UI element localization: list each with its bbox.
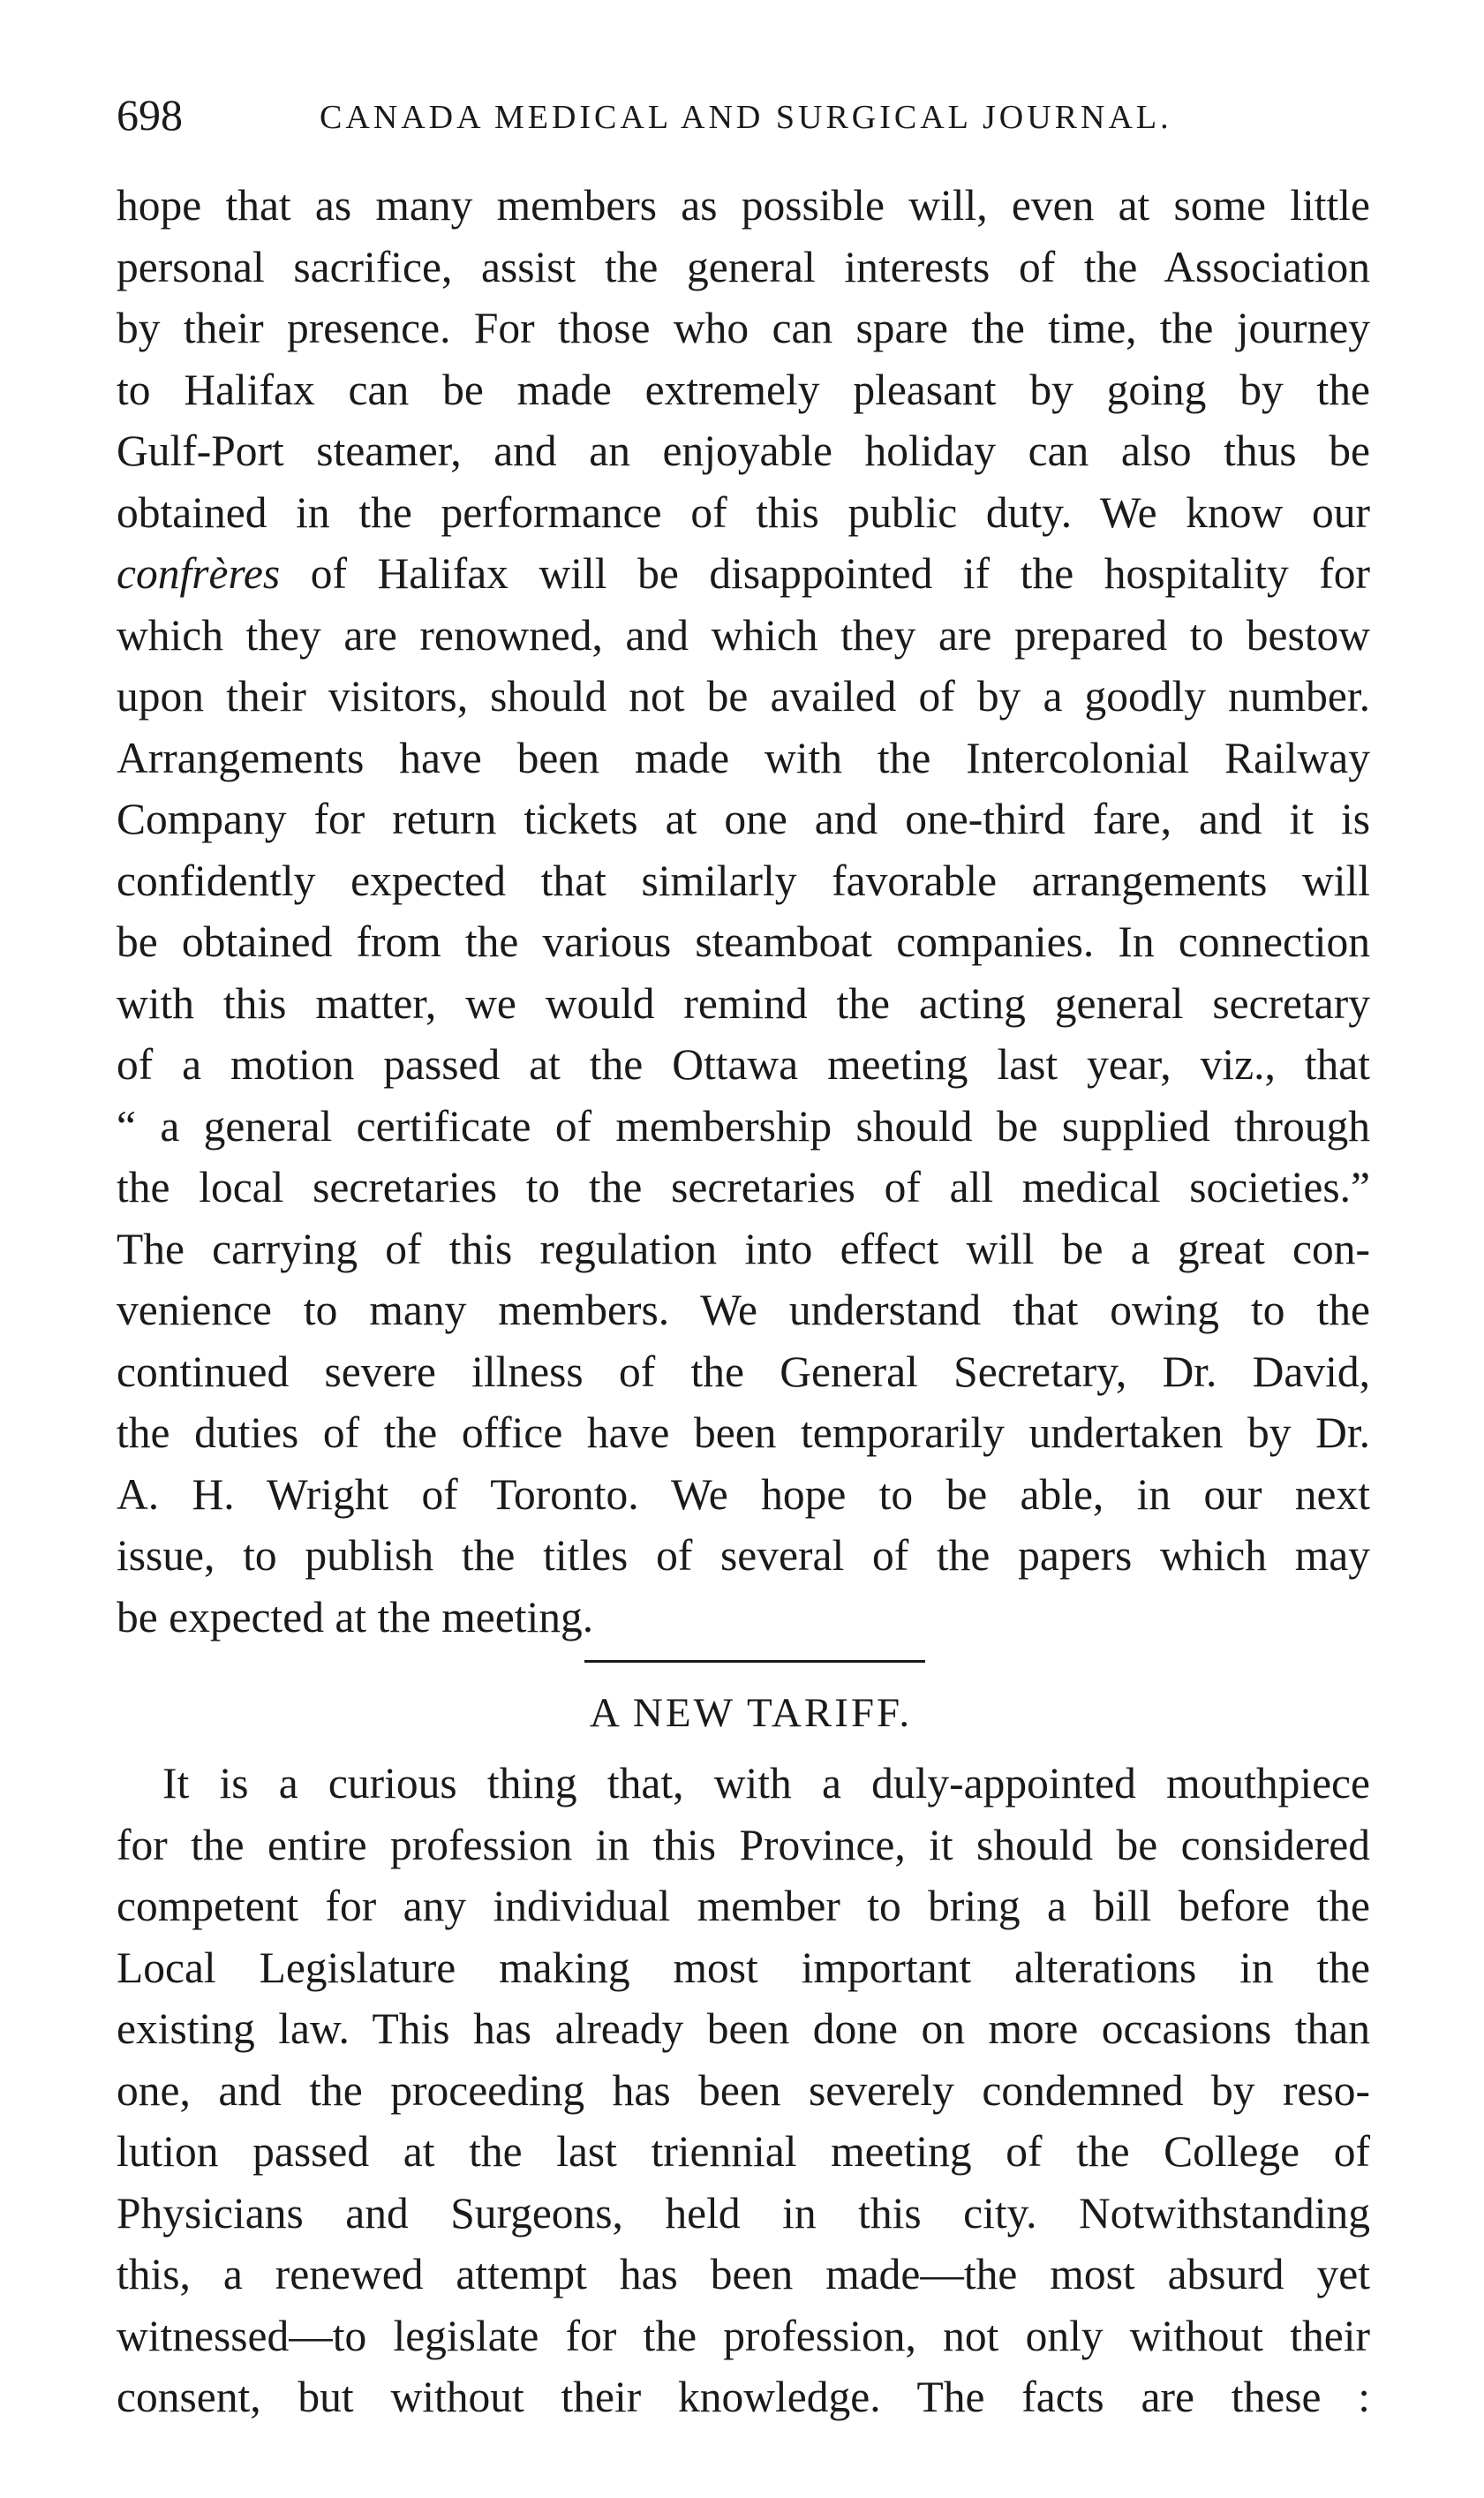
text-line: existing law. This has already been done on more occasions than (117, 2004, 1370, 2053)
italic-word: confrères (117, 549, 281, 598)
text-line: consent, but without their knowledge. The facts are these : (117, 2373, 1370, 2421)
section-heading: A NEW TARIFF. (589, 1690, 913, 1736)
text-line: with this matter, we would remind the acting general secretary (117, 978, 1370, 1028)
text-line: Arrangements have been made with the Intercolonial Railway (117, 733, 1370, 782)
text-line: by their presence. For those who can spare the time, the journey (117, 304, 1370, 352)
text-line: one, and the proceeding has been severely condemned by reso- (117, 2065, 1370, 2115)
text-line: for the entire profession in this Province, it should be considered (117, 1820, 1370, 1869)
text-line: Local Legislature making most important alterations in the (117, 1943, 1370, 1992)
text-line: to Halifax can be made extremely pleasant by going by the (117, 365, 1370, 414)
text-line: competent for any individual member to bring a bill before the (117, 1882, 1370, 1930)
text-line: of a motion passed at the Ottawa meeting last year, viz., that (117, 1040, 1370, 1089)
text-line: confidently expected that similarly favorable arrangements will (117, 856, 1370, 905)
article-new-tariff (117, 1753, 1370, 2428)
text-line: lution passed at the last triennial meeting of the College of (117, 2127, 1370, 2176)
text-line: The carrying of this regulation into effect will be a great con- (117, 1224, 1370, 1273)
text-line: this, a renewed attempt has been made—the most absurd yet (117, 2250, 1370, 2298)
text-line: hope that as many members as possible will, even at some little (117, 181, 1370, 230)
text-line: Company for return tickets at one and one-third fare, and it is (117, 795, 1370, 843)
text-line: be obtained from the various steamboat companies. In connection (117, 917, 1370, 966)
text-line-rest: of Halifax will be disappointed if the hospitality for (310, 549, 1371, 598)
text-line: the duties of the office have been temporarily undertaken by Dr. (117, 1408, 1370, 1457)
text-line (117, 543, 1370, 605)
text-line: “ a general certificate of membership should be supplied through (117, 1101, 1370, 1151)
text-line: obtained in the performance of this public duty. We know our (117, 487, 1370, 537)
text-line: Physicians and Surgeons, held in this city. Notwithstanding (117, 2188, 1370, 2238)
text-line: It is a curious thing that, with a duly-appointed mouthpiece (162, 1759, 1370, 1807)
text-line: Gulf-Port steamer, and an enjoyable holiday can also thus be (117, 426, 1370, 475)
text-line: which they are renowned, and which they are prepared to bestow (117, 610, 1370, 660)
text-line: upon their visitors, should not be availed of by a goodly number. (117, 672, 1370, 721)
text-line: venience to many members. We understand that owing to the (117, 1286, 1370, 1334)
text-line: personal sacrifice, assist the general interests of the Association (117, 242, 1370, 291)
journal-title: CANADA MEDICAL AND SURGICAL JOURNAL. (320, 99, 1172, 136)
text-line: issue, to publish the titles of several of the papers which may (117, 1531, 1370, 1580)
text-line: continued severe illness of the General Secretary, Dr. David, (117, 1347, 1370, 1396)
text-line: be expected at the meeting. (117, 1592, 594, 1641)
page-number: 698 (117, 90, 183, 140)
text-line: the local secretaries to the secretaries of all medical societies.” (117, 1163, 1370, 1211)
section-divider (584, 1660, 925, 1663)
running-head (117, 88, 1370, 150)
article-continuation (117, 175, 1370, 1648)
text-line: witnessed—to legislate for the profession, not only without their (117, 2311, 1370, 2360)
text-line: A. H. Wright of Toronto. We hope to be able, in our next (117, 1469, 1370, 1519)
